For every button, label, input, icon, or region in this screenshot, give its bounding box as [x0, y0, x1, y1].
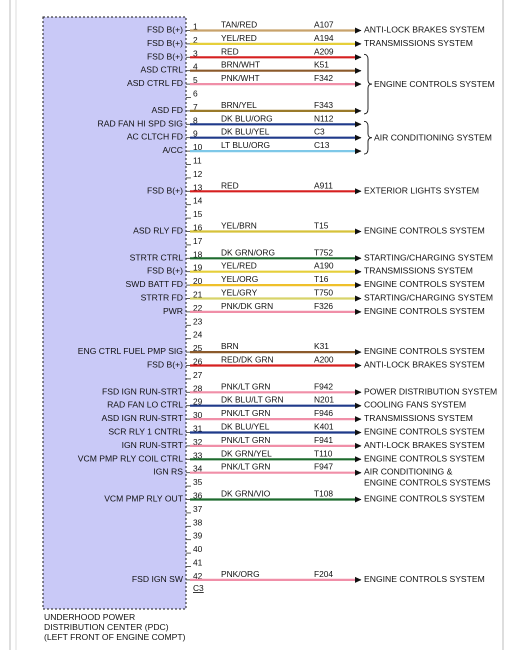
circuit-number: F947	[314, 461, 334, 472]
wire-color-code: DK GRN/YEL	[221, 448, 272, 459]
destination-system: EXTERIOR LIGHTS SYSTEM	[364, 185, 480, 196]
circuit-number: F941	[314, 434, 334, 445]
pin-number: 11	[193, 155, 202, 166]
circuit-number: T110	[314, 448, 333, 459]
destination-system: ENGINE CONTROLS SYSTEM	[364, 279, 485, 290]
pin-number: 38	[193, 517, 203, 528]
pin-function-label: IGN RS	[153, 466, 183, 477]
pin-number: 17	[193, 235, 203, 246]
pin-number: 23	[193, 316, 203, 327]
pin-number: 6	[193, 88, 198, 99]
circuit-number: A190	[314, 260, 334, 271]
pin-number: 42	[193, 570, 203, 581]
pin-number: 13	[193, 182, 203, 193]
pin-number: 5	[193, 75, 198, 86]
pdc-title-line-3: (LEFT FRONT OF ENGINE COMPT)	[44, 632, 186, 642]
wire-color-code: BRN	[221, 341, 239, 352]
pin-number: 14	[193, 195, 203, 206]
pin-function-label: ASD CTRL	[140, 64, 183, 75]
pin-number: 22	[193, 302, 203, 313]
pin-number: 40	[193, 544, 203, 555]
pdc-title-line-2: DISTRIBUTION CENTER (PDC)	[44, 622, 169, 632]
pin-function-label: PWR	[162, 305, 183, 316]
pin-number: 4	[193, 61, 198, 72]
group-destination-system: ENGINE CONTROLS SYSTEM	[374, 79, 495, 90]
pin-number: 34	[193, 463, 203, 474]
circuit-number: K401	[314, 421, 334, 432]
circuit-number: T108	[314, 488, 334, 499]
wire-color-code: PNK/WHT	[221, 73, 260, 84]
destination-system: ENGINE CONTROLS SYSTEM	[364, 426, 485, 437]
destination-system: STARTING/CHARGING SYSTEM	[364, 252, 494, 263]
circuit-number: A911	[314, 180, 333, 191]
pin-number: 24	[193, 329, 203, 340]
pdc-title-line-1: UNDERHOOD POWER	[44, 612, 136, 622]
circuit-number: F343	[314, 99, 334, 110]
wire-color-code: DK GRN/ORG	[221, 247, 275, 258]
circuit-number: A107	[314, 19, 334, 30]
pin-function-label: FSD B(+)	[146, 359, 183, 370]
wire-color-code: PNK/LT GRN	[221, 461, 271, 472]
pin-function-label: SWD BATT FD	[125, 279, 183, 290]
circuit-number: T752	[314, 247, 334, 258]
pin-number: 29	[193, 396, 203, 407]
pin-number: 2	[193, 34, 198, 45]
pin-number: 35	[193, 477, 203, 488]
wire-color-code: YEL/BRN	[221, 220, 257, 231]
circuit-number: K31	[314, 341, 329, 352]
pin-function-label: ASD CTRL FD	[126, 78, 183, 89]
pin-number: 27	[193, 369, 203, 380]
wire-color-code: RED/DK GRN	[221, 354, 274, 365]
pin-number: 31	[193, 423, 203, 434]
pin-function-label: FSD B(+)	[146, 37, 183, 48]
wire-color-code: PNK/ORG	[221, 568, 260, 579]
pin-function-label: ASD RLY FD	[133, 225, 183, 236]
pin-number: 9	[193, 128, 198, 139]
pin-number: 10	[193, 142, 203, 153]
destination-system: POWER DISTRIBUTION SYSTEM	[364, 386, 498, 397]
pin-number: 7	[193, 101, 198, 112]
pin-function-label: FSD B(+)	[146, 265, 183, 276]
pin-number: 39	[193, 530, 203, 541]
pin-number: 21	[193, 289, 203, 300]
destination-system: ANTI-LOCK BRAKES SYSTEM	[364, 359, 485, 370]
pin-function-label: FSD IGN RUN-STRT	[101, 386, 183, 397]
destination-system: ENGINE CONTROLS SYSTEM	[364, 305, 485, 316]
circuit-number: C3	[314, 126, 325, 137]
pin-function-label: FSD IGN SW	[131, 573, 183, 584]
circuit-number: F342	[314, 73, 334, 84]
destination-system: ENGINE CONTROLS SYSTEM	[364, 493, 485, 504]
groups-layer	[364, 54, 495, 154]
destination-system: ENGINE CONTROLS SYSTEM	[364, 346, 485, 357]
circuit-number: N201	[314, 394, 335, 405]
circuit-number: F204	[314, 568, 334, 579]
wire-color-code: DK GRN/VIO	[221, 488, 271, 499]
destination-system: TRANSMISSIONS SYSTEM	[364, 413, 473, 424]
destination-system: ENGINE CONTROLS SYSTEMS	[364, 477, 491, 488]
pin-function-label: RAD FAN HI SPD SIG	[97, 118, 183, 129]
destination-system: TRANSMISSIONS SYSTEM	[364, 265, 473, 276]
pin-number: 36	[193, 490, 203, 501]
wire-color-code: PNK/LT GRN	[221, 408, 271, 419]
group-brace	[364, 54, 372, 114]
wire-color-code: DK BLU/LT GRN	[221, 394, 284, 405]
destination-system: ENGINE CONTROLS SYSTEM	[364, 453, 485, 464]
destination-system: ANTI-LOCK BRAKES SYSTEM	[364, 24, 485, 35]
pin-number: 16	[193, 222, 203, 233]
pin-function-label: STRTR FD	[140, 292, 183, 303]
pin-number: 15	[193, 209, 203, 220]
pin-number: 28	[193, 383, 203, 394]
pin-number: 25	[193, 343, 203, 354]
destination-system: ENGINE CONTROLS SYSTEM	[364, 573, 485, 584]
wire-color-code: PNK/LT GRN	[221, 381, 271, 392]
pin-function-label: SCR RLY 1 CNTRL	[108, 426, 183, 437]
wire-color-code: BRN/YEL	[221, 99, 257, 110]
wire-color-code: DK BLU/ORG	[221, 113, 273, 124]
pin-function-label: FSD B(+)	[146, 51, 183, 62]
pin-function-label: ENG CTRL FUEL PMP SIG	[77, 346, 183, 357]
pin-number: 37	[193, 503, 203, 514]
pin-function-label: FSD B(+)	[146, 185, 183, 196]
wire-color-code: YEL/ORG	[221, 274, 259, 285]
circuit-number: C13	[314, 140, 330, 151]
wire-color-code: PNK/LT GRN	[221, 434, 271, 445]
destination-system: STARTING/CHARGING SYSTEM	[364, 292, 494, 303]
pin-function-label: STRTR CTRL	[129, 252, 183, 263]
wire-color-code: RED	[221, 46, 239, 57]
destination-system: COOLING FANS SYSTEM	[364, 399, 467, 410]
pin-function-label: RAD FAN LO CTRL	[107, 399, 183, 410]
circuit-number: T16	[314, 274, 329, 285]
wire-color-code: PNK/DK GRN	[221, 300, 274, 311]
pin-number: 1	[193, 21, 198, 32]
pin-number: 12	[193, 168, 203, 179]
destination-system: AIR CONDITIONING &	[364, 466, 453, 477]
destination-system: ANTI-LOCK BRAKES SYSTEM	[364, 439, 485, 450]
pin-number: 26	[193, 356, 203, 367]
group-brace	[364, 121, 372, 154]
connector-label: C3	[193, 583, 204, 593]
circuit-number: F946	[314, 408, 334, 419]
pin-function-label: VCM PMP RLY OUT	[104, 493, 183, 504]
pin-function-label: ASD FD	[151, 104, 183, 115]
destination-system: TRANSMISSIONS SYSTEM	[364, 37, 473, 48]
wire-color-code: BRN/WHT	[221, 59, 261, 70]
pin-number: 30	[193, 410, 203, 421]
circuit-number: T750	[314, 287, 334, 298]
destination-system: ENGINE CONTROLS SYSTEM	[364, 225, 485, 236]
wire-color-code: DK BLU/YEL	[221, 421, 270, 432]
pin-number: 3	[193, 48, 198, 59]
pin-function-label: FSD B(+)	[146, 24, 183, 35]
wire-color-code: DK BLU/YEL	[221, 126, 270, 137]
pin-number: 19	[193, 262, 203, 273]
pin-number: 18	[193, 249, 203, 260]
wire-color-code: LT BLU/ORG	[221, 140, 271, 151]
pin-number: 33	[193, 450, 203, 461]
pin-function-label: VCM PMP RLY COIL CTRL	[77, 453, 183, 464]
wire-color-code: YEL/RED	[221, 32, 257, 43]
pin-number: 32	[193, 436, 203, 447]
circuit-number: F326	[314, 300, 334, 311]
circuit-number: K51	[314, 59, 329, 70]
pin-function-label: ASD IGN RUN-STRT	[101, 413, 183, 424]
pin-function-label: AC CLTCH FD	[126, 131, 183, 142]
group-destination-system: AIR CONDITIONING SYSTEM	[374, 132, 492, 143]
circuit-number: A209	[314, 46, 334, 57]
circuit-number: A194	[314, 32, 334, 43]
wire-color-code: RED	[221, 180, 239, 191]
wire-color-code: TAN/RED	[221, 19, 258, 30]
circuit-number: T15	[314, 220, 329, 231]
wire-color-code: YEL/RED	[221, 260, 257, 271]
pin-function-label: IGN RUN-STRT	[121, 439, 183, 450]
pin-number: 20	[193, 276, 203, 287]
circuit-number: F942	[314, 381, 334, 392]
pin-function-label: A/CC	[162, 145, 183, 156]
pin-number: 8	[193, 115, 198, 126]
pin-number: 41	[193, 557, 203, 568]
circuit-number: A200	[314, 354, 334, 365]
circuit-number: N112	[314, 113, 334, 124]
wire-color-code: YEL/GRY	[221, 287, 258, 298]
